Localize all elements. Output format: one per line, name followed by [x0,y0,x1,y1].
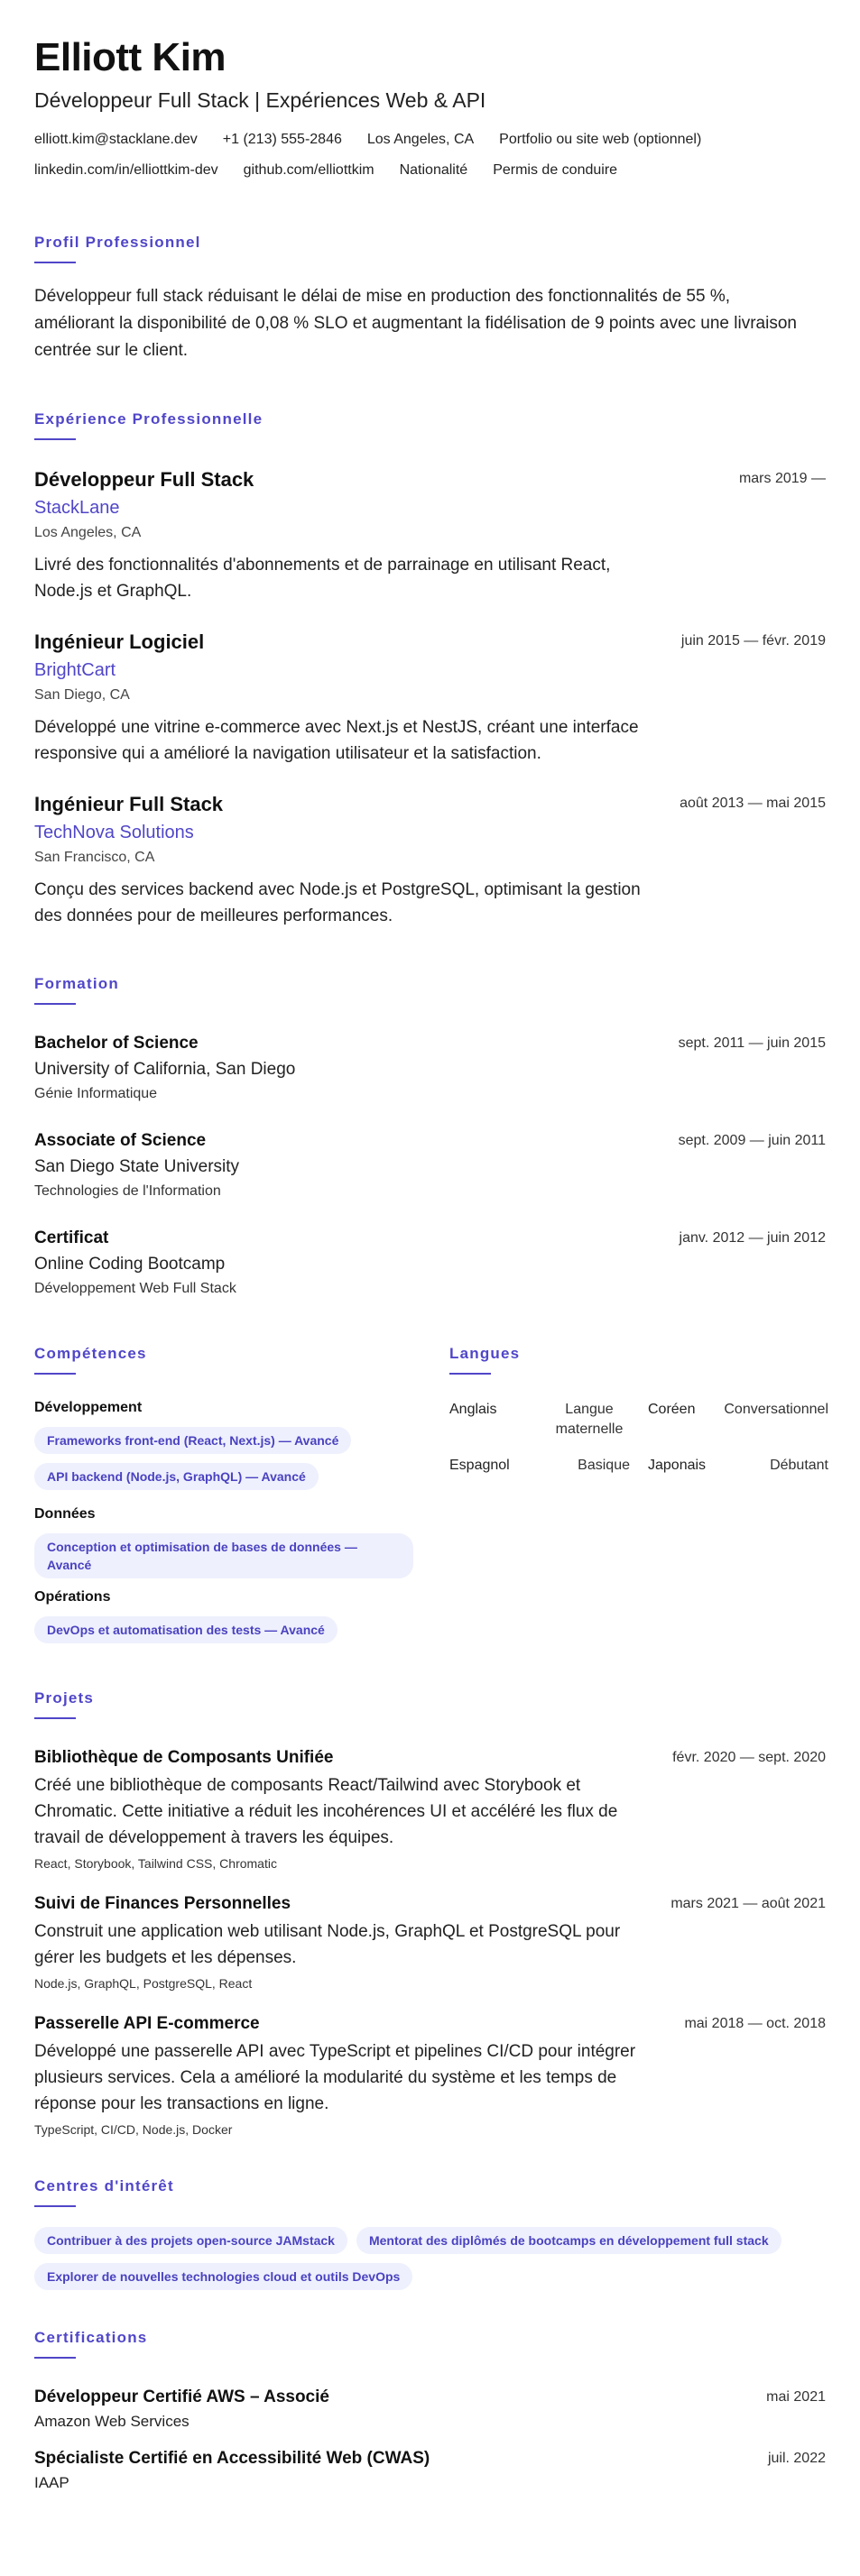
section-divider [34,438,76,440]
experience-item [34,792,826,929]
section-divider [34,2205,76,2207]
section-divider [449,1373,491,1375]
contact-phone[interactable]: +1 (213) 555-2846 [222,132,342,147]
contact-row-2 [34,161,826,180]
experience-role: Développeur Full Stack [34,468,254,491]
certification-date: mai 2021 [766,2389,826,2405]
language-level: Basique [578,1458,630,1473]
language-item [449,1456,630,1476]
section-title: Profil Professionnel [34,234,201,251]
certification-org: Amazon Web Services [34,2413,190,2430]
certification-item [34,2386,826,2433]
section-skills [34,1344,413,1652]
certification-name: Développeur Certifié AWS – Associé [34,2387,329,2406]
experience-company: BrightCart [34,660,116,680]
interest-chip-list [34,2227,810,2290]
contact-linkedin[interactable]: linkedin.com/in/elliottkim-dev [34,162,218,178]
skill-group-title: Opérations [34,1589,111,1605]
skill-chip: API backend (Node.js, GraphQL) — Avancé [34,1463,319,1490]
language-item [449,1400,630,1440]
section-title: Centres d'intérêt [34,2177,174,2194]
education-degree: Certificat [34,1228,109,1247]
project-description: Construit une application web utilisant Node.js, GraphQL et PostgreSQL pour gérer les budgets et les dépenses. [34,1922,621,1967]
language-item [648,1456,828,1476]
skill-group [34,1504,413,1578]
education-date: sept. 2011 — juin 2015 [678,1035,826,1051]
project-description: Développé une passerelle API avec TypeScript et pipelines CI/CD pour intégrer plusieurs services. Cela a amélioré la modularité du système et les temps de réponse pour les transactions en ligne. [34,2042,636,2113]
section-summary [34,233,826,364]
project-tech: Node.js, GraphQL, PostgreSQL, React [34,1976,253,1991]
section-education [34,974,826,1299]
language-name: Coréen [648,1402,696,1417]
experience-location: San Diego, CA [34,687,130,703]
education-date: sept. 2009 — juin 2011 [678,1133,826,1148]
experience-company: StackLane [34,498,120,518]
project-item [34,1746,826,1872]
contact-nationality: Nationalité [399,162,468,178]
section-title: Formation [34,975,119,992]
interest-chip: Mentorat des diplômés de bootcamps en développement full stack [356,2227,781,2254]
experience-role: Ingénieur Logiciel [34,630,205,653]
skill-chip-list [34,1616,413,1652]
contact-portfolio[interactable]: Portfolio ou site web (optionnel) [499,132,702,147]
education-degree: Bachelor of Science [34,1034,199,1053]
education-item [34,1129,826,1201]
experience-role: Ingénieur Full Stack [34,793,224,815]
interest-chip: Contribuer à des projets open-source JAMstack [34,2227,347,2254]
education-school: Online Coding Bootcamp [34,1255,226,1274]
candidate-headline: Développeur Full Stack | Expériences Web & API [34,88,486,112]
project-description: Créé une bibliothèque de composants React/Tailwind avec Storybook et Chromatic. Cette initiative a réduit les incohérences UI et accéléré les flux de travail de développement à travers les équipes. [34,1776,618,1847]
education-field: Développement Web Full Stack [34,1281,236,1296]
skill-chip: Conception et optimisation de bases de données — Avancé [34,1533,413,1578]
skill-group [34,1587,413,1652]
summary-text: Développeur full stack réduisant le délai de mise en production des fonctionnalités de 55 %, améliorant la disponibilité de 0,08 % SLO et augmentant la fidélisation de 9 points avec une livraison centrée sur le client. [34,287,797,360]
experience-date: août 2013 — mai 2015 [680,796,826,811]
language-name: Japonais [648,1458,707,1473]
section-projects [34,1688,826,2139]
section-interests [34,2176,826,2290]
language-name: Espagnol [449,1458,510,1473]
section-divider [34,1003,76,1005]
project-date: mars 2021 — août 2021 [670,1896,826,1911]
section-divider [34,262,76,263]
education-school: San Diego State University [34,1157,240,1176]
language-level: Langue maternelle [555,1402,624,1437]
skill-chip-list [34,1427,413,1499]
section-title: Compétences [34,1345,147,1362]
contact-github[interactable]: github.com/elliottkim [243,162,375,178]
resume-header [34,36,826,180]
section-languages [449,1344,828,1652]
experience-company: TechNova Solutions [34,823,194,842]
project-name: Bibliothèque de Composants Unifiée [34,1748,334,1767]
section-experience [34,409,826,929]
skill-group-title: Données [34,1506,96,1522]
experience-description: Développé une vitrine e-commerce avec Next.js et NestJS, créant une interface responsive qui a amélioré la navigation utilisateur et la satisfaction. [34,718,639,763]
education-item [34,1227,826,1299]
interest-chip: Explorer de nouvelles technologies cloud et outils DevOps [34,2263,412,2290]
certification-item [34,2447,826,2494]
skill-chip-list [34,1533,413,1578]
experience-date: mars 2019 — [738,471,826,486]
section-title: Expérience Professionnelle [34,410,264,428]
project-item [34,2012,826,2139]
section-divider [34,1717,76,1719]
education-item [34,1032,826,1104]
education-field: Technologies de l'Information [34,1183,221,1199]
contact-license: Permis de conduire [493,162,618,178]
education-date: janv. 2012 — juin 2012 [679,1230,826,1246]
candidate-name: Elliott Kim [34,35,227,79]
section-divider [34,1373,76,1375]
section-certifications [34,2328,826,2494]
experience-item [34,630,826,767]
contact-row-1 [34,130,826,150]
experience-description: Conçu des services backend avec Node.js et PostgreSQL, optimisant la gestion des données pour de meilleures performances. [34,880,641,925]
language-grid [449,1400,828,1476]
language-name: Anglais [449,1402,497,1417]
contact-location: Los Angeles, CA [366,132,475,147]
experience-item [34,467,826,604]
skill-chip: Frameworks front-end (React, Next.js) — Avancé [34,1427,351,1454]
certification-date: juil. 2022 [767,2451,826,2466]
experience-description: Livré des fonctionnalités d'abonnements et de parrainage en utilisant React, Node.js et GraphQL. [34,556,611,601]
project-name: Suivi de Finances Personnelles [34,1894,291,1913]
skill-chip: DevOps et automatisation des tests — Avancé [34,1616,338,1643]
section-title: Projets [34,1689,95,1707]
contact-email[interactable]: elliott.kim@stacklane.dev [34,132,198,147]
project-tech: React, Storybook, Tailwind CSS, Chromatic [34,1856,277,1871]
experience-location: San Francisco, CA [34,850,155,865]
certification-org: IAAP [34,2474,69,2491]
education-field: Génie Informatique [34,1086,158,1101]
skills-languages-row [34,1344,826,1652]
project-tech: TypeScript, CI/CD, Node.js, Docker [34,2122,233,2137]
section-divider [34,2357,76,2359]
experience-location: Los Angeles, CA [34,525,142,540]
project-date: févr. 2020 — sept. 2020 [672,1750,826,1765]
project-item [34,1892,826,1992]
language-item [648,1400,828,1440]
project-name: Passerelle API E-commerce [34,2014,260,2033]
skill-group [34,1398,413,1499]
section-title: Langues [449,1345,521,1362]
language-level: Débutant [770,1458,828,1473]
project-date: mai 2018 — oct. 2018 [684,2016,826,2031]
education-degree: Associate of Science [34,1131,207,1150]
skill-group-title: Développement [34,1400,143,1415]
language-level: Conversationnel [724,1402,828,1417]
section-title: Certifications [34,2329,148,2346]
experience-date: juin 2015 — févr. 2019 [680,633,826,649]
certification-name: Spécialiste Certifié en Accessibilité Web (CWAS) [34,2449,430,2468]
education-school: University of California, San Diego [34,1060,296,1079]
